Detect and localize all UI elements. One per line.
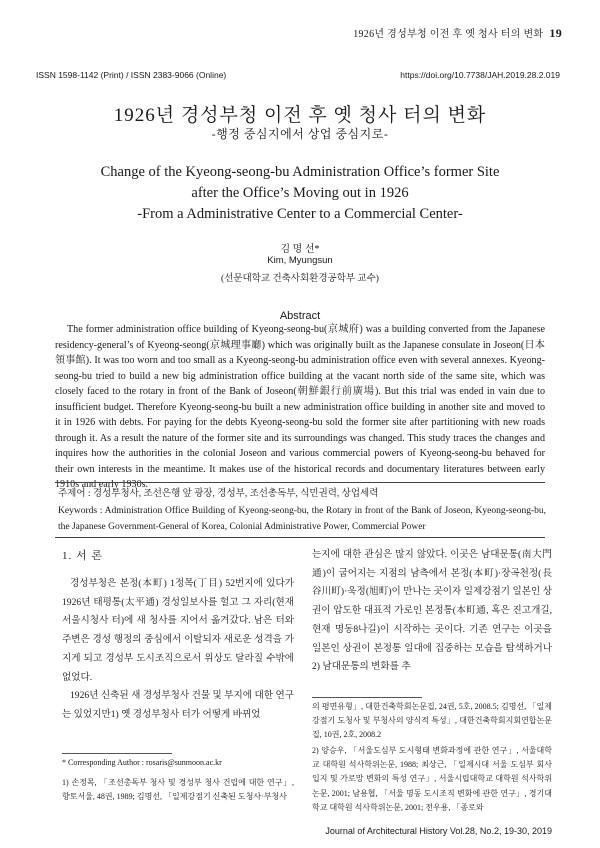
keywords-top-rule xyxy=(55,482,545,483)
footnote-rule-right xyxy=(312,697,422,698)
title-english-line-3: -From a Administrative Center to a Commercial Center- xyxy=(137,206,463,222)
abstract-text: The former administration office building of Kyeong-seong-bu(京城府) was a building converted from the Japanese residency-general’s of Kyeong-seong(京城理事廳) which was originally built as the Japanese consulate in Joseon(日本領事館). It was too worn and too small as a Kyeong-seong-bu administration office even with several annexes. Kyeong-seong-bu tried to build a new big administration office building at the vacant north side of the same site, which was closely faced to the rotary in front of the Bank of Joseon(朝鮮銀行前廣場). But this trial was ended in vain due to insufficient budget. Therefore Kyeong-seong-bu built a new administration office building in another site and moved to it in 1926 with debts. For paying for the debts Kyeong-seong-bu sold the former site after partitioning with new roads through it. As a result the nature of the former site and its surroundings was changed. This study traces the changes and inquires how the authorities in the colonial Joseon and various commercial powers of Kyeong-seong-bu behaved for their own interests in the meantime. It makes use of the historical records and documentary literatures between early 1910s and early 1930s. xyxy=(55,324,545,490)
journal-footer: Journal of Architectural History Vol.28, No.2, 19-30, 2019 xyxy=(325,826,552,836)
keywords-english: Keywords : Administration Office Building of Kyeong-seong-bu, the Rotary in front of the Bank of Joseon, Kyeong-seong-bu, the Japanese Government-General of Korea, Colonial Administrative Power, Commercial Power xyxy=(58,506,546,532)
author-korean: 김 명 선* xyxy=(280,244,320,255)
footnote-corresponding-author: * Corresponding Author : rosaris@sunmoon.ac.kr xyxy=(62,758,222,767)
footnote-2: 2) 양승우, 「서울도심부 도시형태 변화과정에 관한 연구」, 서울대학교 대학원 석사학위논문, 1988; 최상근, 「일제시대 서울 도심부 회사 입지 및 가로망 변화의 특성 연구」, 서울시립대학교 대학원 석사학위논문, 2001; 남용협, 「서울 명동 도시조직 변화에 관한 연구」, 경기대학교 대학원 석사학위논문, 2001; 전우용, 「종로와 xyxy=(312,746,552,812)
title-english xyxy=(0,162,600,225)
issn-line: ISSN 1598-1142 (Print) / ISSN 2383-9066 (Online) xyxy=(36,70,227,80)
author-affiliation: (선문대학교 건축사회환경공학부 교수) xyxy=(221,274,379,284)
subtitle-korean: -행정 중심지에서 상업 중심지로- xyxy=(211,127,389,141)
title-korean: 1926년 경성부청 이전 후 옛 청사 터의 변화 xyxy=(113,105,487,126)
footnote-1: 1) 손정목, 「조선총독부 청사 및 경성부 청사 건립에 대한 연구」, 향토서울, 48권, 1989; 김명선, 「일제강점기 신축된 도청사·부청사 xyxy=(62,778,294,802)
body-column-left xyxy=(62,575,294,725)
author-english: Kim, Myungsun xyxy=(267,255,333,266)
doi-link[interactable]: https://doi.org/10.7738/JAH.2019.28.2.019 xyxy=(400,70,560,80)
body-paragraph: 는지에 대한 관심은 많지 않았다. 이곳은 남대문통(南大門通)이 굽어지는 지점의 남측에서 본정(本町)·장곡천정(長谷川町)·욱정(旭町)이 만나는 곳이자 일제강점기 일본인 상권이 압도한 대표적 가로인 본정통(本町通, 혹은 진고개길, 현재 명동8나길)이 시작하는 곳이다. 기존 연구는 이곳을 일본인 상권이 본정통 일대에 집중하는 모습을 탐색하거나2) 남대문통의 변화를 추 xyxy=(312,549,552,673)
keywords-bottom-rule xyxy=(55,537,545,538)
section-heading: 1. 서 론 xyxy=(62,550,104,562)
body-column-right xyxy=(312,546,552,677)
running-header xyxy=(353,25,562,41)
body-paragraph: 1926년 신축된 새 경성부청사 건물 및 부지에 대한 연구는 있었지만1) 옛 경성부청사 터가 어떻게 바뀌었 xyxy=(62,690,294,720)
title-english-line-2: after the Office’s Moving out in 1926 xyxy=(191,185,409,201)
page-number: 19 xyxy=(549,26,562,40)
footnote-rule-left xyxy=(62,753,172,754)
keywords-korean: 주제어 : 경성부청사, 조선은행 앞 광장, 경성부, 조선총독부, 식민권력, 상업세력 xyxy=(58,489,379,499)
abstract-heading: Abstract xyxy=(279,310,321,322)
footnote-1-continued: 의 평면유형」, 대한건축학회논문집, 24권, 5호, 2008.5; 김명선, 「일제강점기 도청사 및 부청사의 양식적 특성」, 대한건축학회지회연합논문집, 10권, 2호, 2008.2 xyxy=(312,702,552,740)
running-title: 1926년 경성부청 이전 후 옛 청사 터의 변화 xyxy=(353,29,544,40)
body-paragraph: 경성부청은 본정(本町) 1정목(丁目) 52번지에 있다가 1926년 태평통(太平通) 경성일보사를 헐고 그 자리(현재 서울시청사 터)에 새 청사를 지어서 옮겨갔다. 남은 터와 주변은 경성 행정의 중심에서 이탈되자 새로운 성격을 가지게 되고 경성부 도시조직으로서 위상도 달라질 수밖에 없었다. xyxy=(62,578,294,683)
title-english-line-1: Change of the Kyeong-seong-bu Administration Office’s former Site xyxy=(100,164,500,180)
